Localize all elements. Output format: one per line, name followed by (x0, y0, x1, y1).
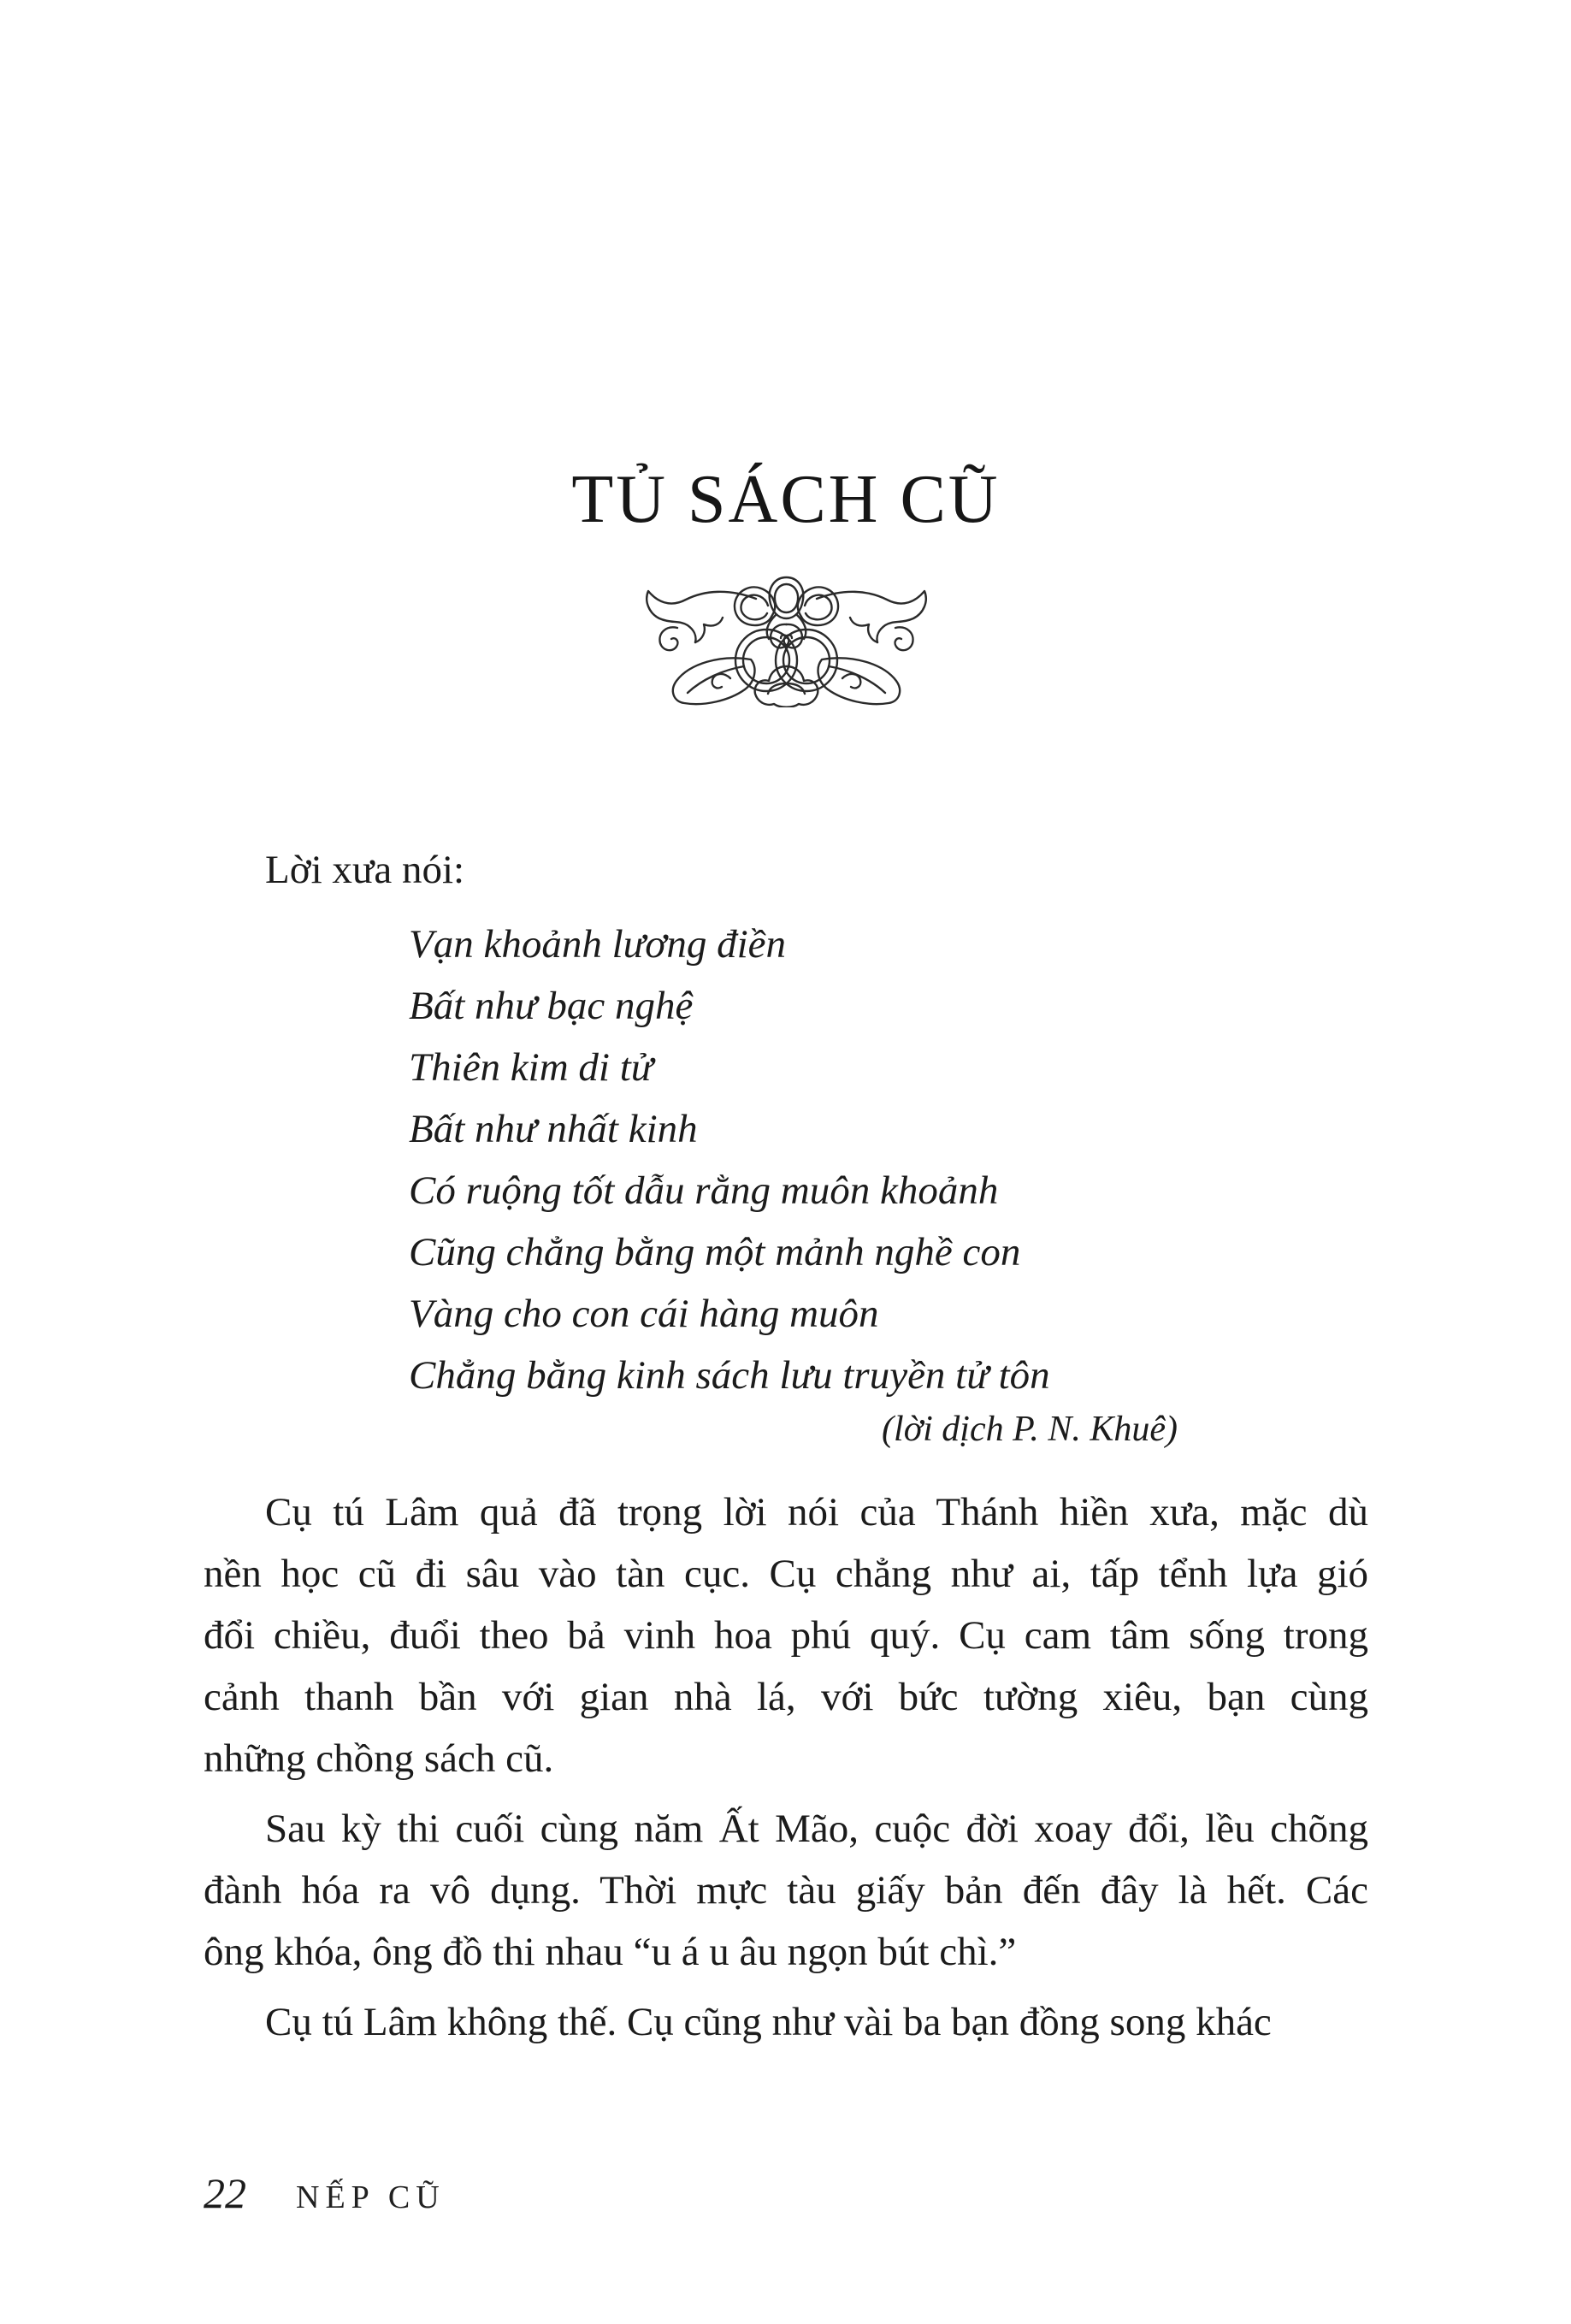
paragraph (204, 1991, 1368, 2053)
poem-line: Bất như bạc nghệ (409, 984, 694, 1028)
text-line: đành hóa ra vô dụng. Thời mực tàu giấy bản đến đây là hết. Các (204, 1868, 1368, 1913)
poem-line: Cũng chẳng bằng một mảnh nghề con (409, 1230, 1021, 1274)
poem-attribution: (lời dịch P. N. Khuê) (882, 1410, 1178, 1449)
page-number: 22 (204, 2169, 246, 2217)
text-line: đổi chiều, đuổi theo bả vinh hoa phú quý. Cụ cam tâm sống trong (204, 1613, 1368, 1658)
poem-line: Có ruộng tốt dẫu rằng muôn khoảnh (409, 1168, 999, 1213)
text-line: những chồng sách cũ. (204, 1736, 554, 1781)
page-footer (204, 2162, 1368, 2228)
paragraph (204, 1481, 1368, 1789)
poem-line: Thiên kim di tử (409, 1045, 653, 1090)
chapter-title: TỦ SÁCH CŨ (571, 462, 1001, 537)
text-line: ông khóa, ông đồ thi nhau “u á u âu ngọn bút chì.” (204, 1930, 1017, 1974)
poem-line: Chẳng bằng kinh sách lưu truyền tử tôn (409, 1353, 1050, 1398)
floral-ornament-icon (639, 575, 934, 707)
body-text (204, 1481, 1368, 2053)
book-title: NẾP CŨ (296, 2179, 446, 2215)
text-line: Cụ tú Lâm không thế. Cụ cũng như vài ba bạn đồng song khác (265, 2000, 1272, 2044)
text-line: Sau kỳ thi cuối cùng năm Ất Mão, cuộc đời xoay đổi, lều chõng (265, 1807, 1368, 1851)
poem-line: Bất như nhất kinh (409, 1107, 698, 1151)
text-line: Cụ tú Lâm quả đã trọng lời nói của Thánh hiền xưa, mặc dù (265, 1490, 1368, 1535)
text-line: cảnh thanh bần với gian nhà lá, với bức tường xiêu, bạn cùng (204, 1675, 1368, 1719)
poem-line: Vạn khoảnh lương điền (409, 922, 787, 967)
poem-line: Vàng cho con cái hàng muôn (409, 1292, 879, 1336)
paragraph (204, 1798, 1368, 1983)
intro-line: Lời xưa nói: (265, 848, 465, 892)
poem-block (409, 914, 1264, 1406)
text-line: nền học cũ đi sâu vào tàn cục. Cụ chẳng như ai, tấp tểnh lựa gió (204, 1552, 1368, 1596)
